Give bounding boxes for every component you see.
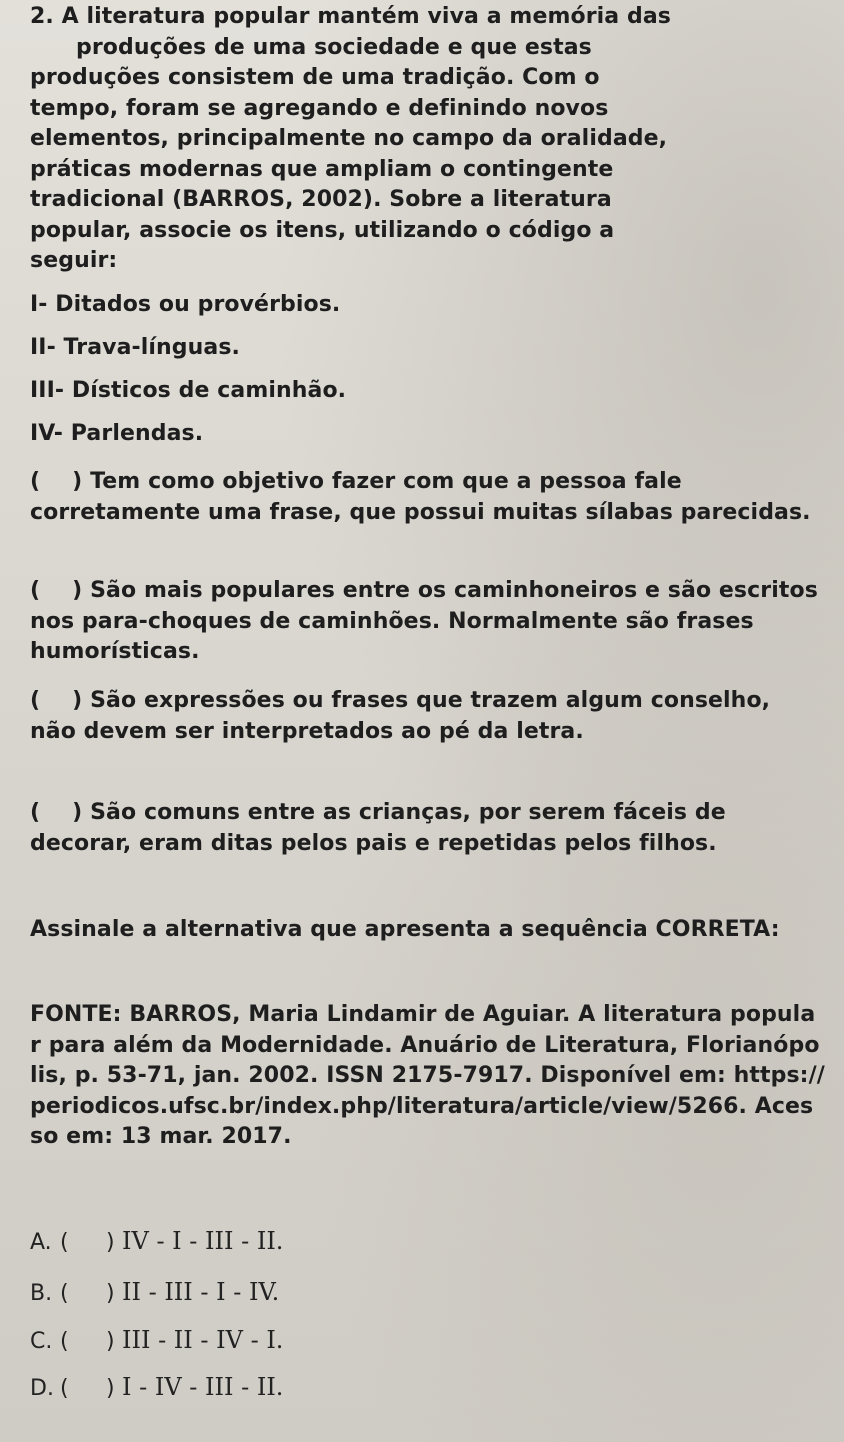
question-statement [30,2,816,33]
option-c[interactable]: C. ( ) III - II - IV - I. [30,1325,283,1357]
answer-blank-4[interactable]: ( ) [30,800,83,825]
answer-blank-3[interactable]: ( ) [30,688,83,713]
option-a-sequence: IV - I - III - II. [122,1227,284,1255]
statement-3-text: São expressões ou frases que trazem algum conselho, não devem ser interpretados ao pé da letra. [30,688,771,744]
answer-blank-2[interactable]: ( ) [30,578,83,603]
option-c-sequence: III - II - IV - I. [122,1326,284,1354]
statement-line: tradicional (BARROS, 2002). Sobre a literatura [30,187,612,212]
statement-line: elementos, principalmente no campo da oralidade, [30,126,668,151]
statement-line: práticas modernas que ampliam o contingente [30,156,614,182]
statement-lines [30,63,820,277]
statement-line: produções consistem de uma tradição. Com o [30,65,600,90]
item-i: I- Ditados ou provérbios. [30,292,341,317]
item-ii: II- Trava-línguas. [30,335,241,360]
option-b[interactable]: B. ( ) II - III - I - IV. [30,1277,279,1309]
statement-line: produções de uma sociedade e que estas [76,34,592,60]
option-d[interactable]: D. ( ) I - IV - III - II. [30,1372,283,1404]
statement-4-text: São comuns entre as crianças, por serem fáceis de decorar, eram ditas pelos pais e repetidas pelos filhos. [30,800,726,856]
statement-1 [30,467,820,528]
option-d-letter: D. [30,1376,54,1401]
instruction: Assinale a alternativa que apresenta a sequência CORRETA: [30,917,780,942]
question-number: 2. [30,4,54,29]
statement-line: popular, associe os itens, utilizando o código a [30,217,615,243]
statement-2 [30,576,820,668]
option-b-letter: B. [30,1281,53,1306]
option-a-letter: A. [30,1230,52,1255]
option-c-letter: C. [30,1329,53,1354]
statement-1-text: Tem como objetivo fazer com que a pessoa fale corretamente uma frase, que possui muitas sílabas parecidas. [30,469,811,525]
option-b-sequence: II - III - I - IV. [122,1278,280,1306]
option-d-sequence: I - IV - III - II. [122,1373,284,1401]
item-iv: IV- Parlendas. [30,421,204,446]
statement-4 [30,798,820,859]
question-statement-body [76,33,816,64]
question-line-1: A literatura popular mantém viva a memória das [61,4,671,29]
source-citation: FONTE: BARROS, Maria Lindamir de Aguiar. A literatura popular para além da Modernidade. Anuário de Literatura, Florianópolis, p. 53-71, jan. 2002. ISSN 2175-7917. Disponível em: https://periodicos.ufsc.br/index.php/literatura/article/view/5266. Acesso em: 13 mar. 2017. [30,1002,825,1149]
option-a[interactable]: A. ( ) IV - I - III - II. [30,1226,283,1258]
statement-2-text: São mais populares entre os caminhoneiros e são escritos nos para-choques de caminhões. Normalmente são frases humorísticas. [30,578,818,664]
statement-3 [30,686,820,747]
item-iii: III- Dísticos de caminhão. [30,378,347,403]
answer-blank-1[interactable]: ( ) [30,469,83,494]
statement-line: tempo, foram se agregando e definindo novos [30,95,609,121]
statement-line: seguir: [30,248,118,273]
